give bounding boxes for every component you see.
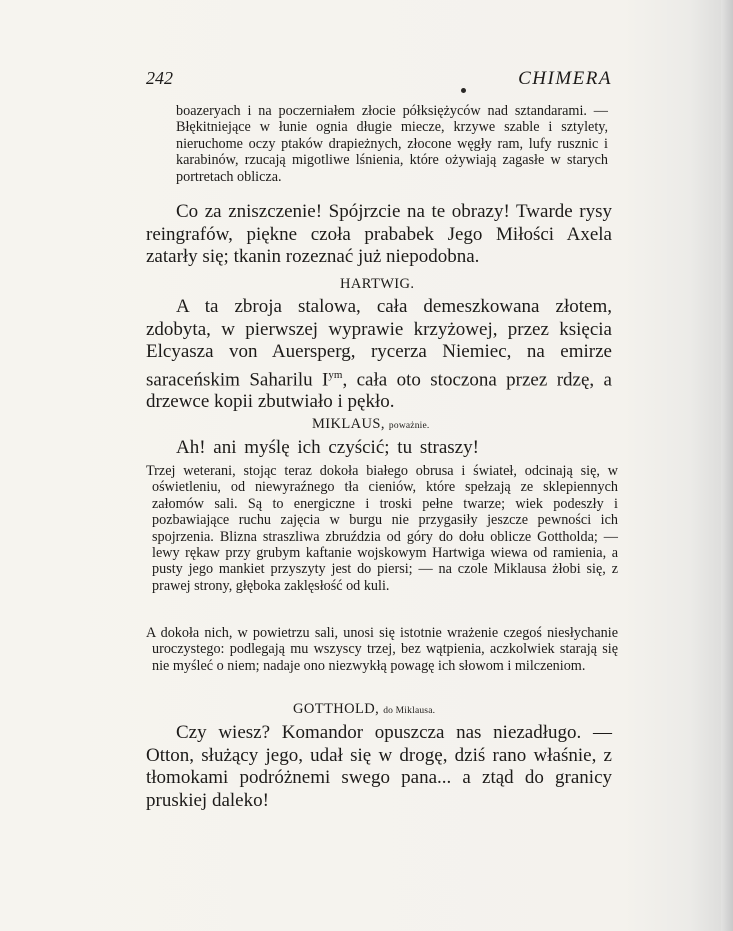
superscript-ym: ym — [328, 368, 343, 381]
running-title: CHIMERA — [518, 68, 612, 89]
stage-directions-weterani: Trzej weterani, stojąc teraz dokoła białego obrusa i świateł, odcinają się, w oświetleniu, od niewyraźnego tła cieniów, które spełzają ze sklepiennych załomów sali. Są to energiczne i troski pełne twarze; wiek podeszły i pozbawiające ruchu zajęcia w burgu nie przygasiły jeszcze pewności ich spojrzenia. Blizna straszliwa zbruździa od góry do dołu oblicze Gottholda; — lewy rękaw przy grubym kaftanie wojskowym Hartwiga wiewa od ramienia, a pusty jego mankiet przyszyty jest do piersi; — na czole Miklausa żłobi się, z prawej strony, głęboka zaklęsłość od kuli. — [146, 463, 618, 594]
page-number: 242 — [146, 68, 173, 88]
page-header — [146, 68, 612, 90]
stage-direction-powaznie: poważnie. — [388, 421, 430, 431]
stage-direction-do-miklausa: do Miklausa. — [383, 706, 436, 716]
paragraph-zbroja — [146, 296, 612, 414]
paragraph-czy-wiesz: Czy wiesz? Komandor opuszcza nas niezadługo. — Otton, służący jego, udał się w drogę, dziś rano właśnie, z tłomokami podróżnemi swego pana... a ztąd do granicy pruskiej daleko! — [146, 722, 612, 811]
page-edge — [721, 0, 733, 931]
speaker-gotthold — [293, 701, 435, 718]
speaker-gotthold-name: GOTTHOLD, — [293, 701, 380, 717]
speaker-hartwig: HARTWIG. — [340, 276, 415, 292]
paragraph-boazeryach: boazeryach i na poczerniałem złocie półksiężyców nad sztandarami. — Błękitniejące w łunie ognia długie miecze, krzywe szable i sztylety, nieruchome oczy ptaków drapieżnych, złocone węgły ram, lufy rusznic i karabinów, rzucają migotliwe lśnienia, które ożywiają zagasłe w starych portretach oblicza. — [176, 103, 608, 185]
paragraph-zbroja-tail: , cała oto stoczona przez rdzę, a drzewce kopii zbutwiało i pękło. — [146, 368, 612, 413]
paragraph-ah: Ah! ani myślę ich czyścić; tu straszy! — [176, 437, 479, 458]
paragraph-zbroja-text: A ta zbroja stalowa, cała demeszkowana złotem, zdobyta, w pierwszej wyprawie krzyżowej, przez księcia Elcyasza von Auersperg, rycerza Niemiec, na emirze saraceńskim Saharilu I — [146, 296, 612, 390]
stage-directions-dokola: A dokoła nich, w powietrzu sali, unosi się istotnie wrażenie czegoś niesłychanie uroczystego: podlegają mu wszyscy trzej, bez wątpienia, aczkolwiek starają się nie myśleć o niem; nadaje ono niezwykłą powagę ich słowom i milczeniom. — [146, 625, 618, 674]
ink-dot — [461, 88, 466, 93]
speaker-miklaus — [312, 416, 430, 433]
speaker-miklaus-name: MIKLAUS, — [312, 416, 385, 432]
paragraph-zniszczenie: Co za zniszczenie! Spójrzcie na te obrazy! Twarde rysy reingrafów, piękne czoła prababek Jego Miłości Axela zatarły się; tkanin rozeznać już niepodobna. — [146, 201, 612, 267]
